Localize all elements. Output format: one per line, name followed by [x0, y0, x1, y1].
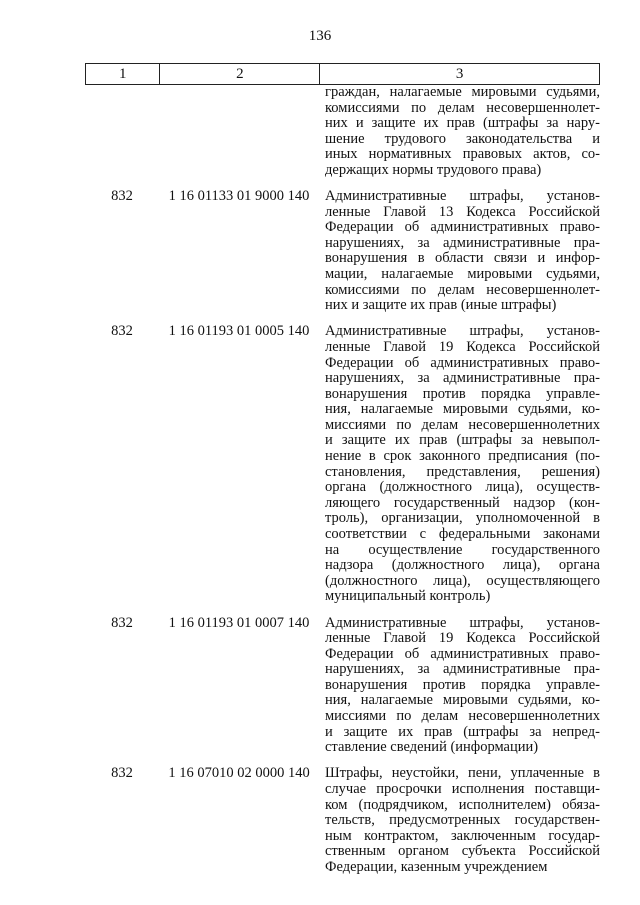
description-line: тельств, предусмотренных государствен-: [325, 813, 600, 829]
description-line: нение в срок законного предписания (по-: [325, 449, 600, 465]
description-line: муниципальный контроль): [325, 589, 491, 605]
description-line: ленные Главой 13 Кодекса Российской: [325, 204, 600, 220]
description-line: иных нормативных правовых актов, со-: [325, 147, 600, 163]
kbk-cell: 1 16 01193 01 0005 140: [168, 323, 310, 340]
description-line: граждан, налагаемые мировыми судьями,: [325, 85, 600, 100]
table-row-continuation: [85, 85, 600, 179]
kbk-cell: 1 16 01133 01 9000 140: [168, 188, 310, 205]
description-line: троль), организации, уполномоченной в: [325, 511, 600, 527]
description-line: ным контрактом, заключенным государ-: [325, 828, 600, 844]
description-line: комиссиями по делам несовершеннолет-: [325, 282, 600, 298]
description-line: становления, представления, решения): [325, 464, 600, 480]
description-line: Федерации об административных право-: [325, 355, 600, 371]
description-line: вонарушения в области связи и инфор-: [325, 251, 600, 267]
kbk-cell: [159, 85, 319, 179]
description-line: держащих нормы трудового права): [325, 162, 542, 178]
description-line: нарушениях, за административные пра-: [325, 662, 600, 678]
description-line: них и защите их прав (штрафы за нару-: [325, 116, 600, 132]
kbk-cell: 1 16 07010 02 0000 140: [168, 765, 310, 782]
description-line: соответствии с федеральными законами: [325, 527, 600, 543]
description-line: органа (должностного лица), осуществ-: [325, 480, 600, 496]
description-line: Федерации, казенным учреждением: [325, 859, 548, 875]
code-cell: 832: [111, 614, 133, 631]
column-header-2: 2: [160, 64, 320, 85]
table-row: [85, 189, 600, 314]
description-line: ния, налагаемые мировыми судьями, ко-: [325, 402, 600, 418]
description-line: вонарушения против порядка управле-: [325, 677, 600, 693]
table-header: [85, 63, 600, 85]
description-line: мации, налагаемые мировыми судьями,: [325, 267, 600, 283]
page-number: 136: [308, 28, 332, 44]
table-row: [85, 766, 600, 875]
description-line: случае просрочки исполнения поставщи-: [325, 781, 600, 797]
description-line: ставление сведений (информации): [325, 740, 539, 756]
code-cell: 832: [111, 323, 133, 340]
description-line: нарушениях, за административные пра-: [325, 235, 600, 251]
code-cell: 832: [111, 188, 133, 205]
description-cell: [325, 766, 600, 875]
description-line: Административные штрафы, установ-: [325, 189, 600, 205]
description-line: вонарушения против порядка управле-: [325, 386, 600, 402]
description-line: нарушениях, за административные пра-: [325, 371, 600, 387]
description-line: ленные Главой 19 Кодекса Российской: [325, 339, 600, 355]
description-cell: [325, 616, 600, 756]
description-line: них и защите их прав (иные штрафы): [325, 298, 557, 314]
code-cell: 832: [111, 765, 133, 782]
code-cell: [85, 85, 159, 179]
description-line: миссиями по делам несовершеннолетних: [325, 417, 600, 433]
description-line: Федерации об административных право-: [325, 646, 600, 662]
kbk-cell: 1 16 01193 01 0007 140: [168, 614, 310, 631]
description-line: ния, налагаемые мировыми судьями, ко-: [325, 693, 600, 709]
table-row: [85, 616, 600, 756]
description-line: комиссиями по делам несовершеннолет-: [325, 100, 600, 116]
description-cell: [325, 324, 600, 605]
column-header-1: 1: [86, 64, 160, 85]
table-body: [85, 85, 600, 886]
description-line: ляющего государственный надзор (кон-: [325, 495, 600, 511]
description-line: шение трудового законодательства и: [325, 131, 600, 147]
table-row: [85, 324, 600, 605]
description-cell: [325, 85, 600, 179]
description-line: ком (подрядчиком, исполнителем) обяза-: [325, 797, 600, 813]
description-line: на осуществление государственного: [325, 542, 600, 558]
description-line: и защите их прав (штрафы за невыпол-: [325, 433, 600, 449]
description-line: Федерации об административных право-: [325, 220, 600, 236]
column-header-3: 3: [320, 64, 600, 85]
description-line: ленные Главой 19 Кодекса Российской: [325, 631, 600, 647]
description-line: надзора (должностного лица), органа: [325, 558, 600, 574]
description-line: ственным органом субъекта Российской: [325, 844, 600, 860]
description-line: Штрафы, неустойки, пени, уплаченные в: [325, 766, 600, 782]
description-line: Административные штрафы, установ-: [325, 324, 600, 340]
description-line: миссиями по делам несовершеннолетних: [325, 709, 600, 725]
description-line: Административные штрафы, установ-: [325, 615, 600, 631]
description-line: (должностного лица), осуществляющего: [325, 573, 600, 589]
description-line: и защите их прав (штрафы за непред-: [325, 724, 600, 740]
description-cell: [325, 189, 600, 314]
